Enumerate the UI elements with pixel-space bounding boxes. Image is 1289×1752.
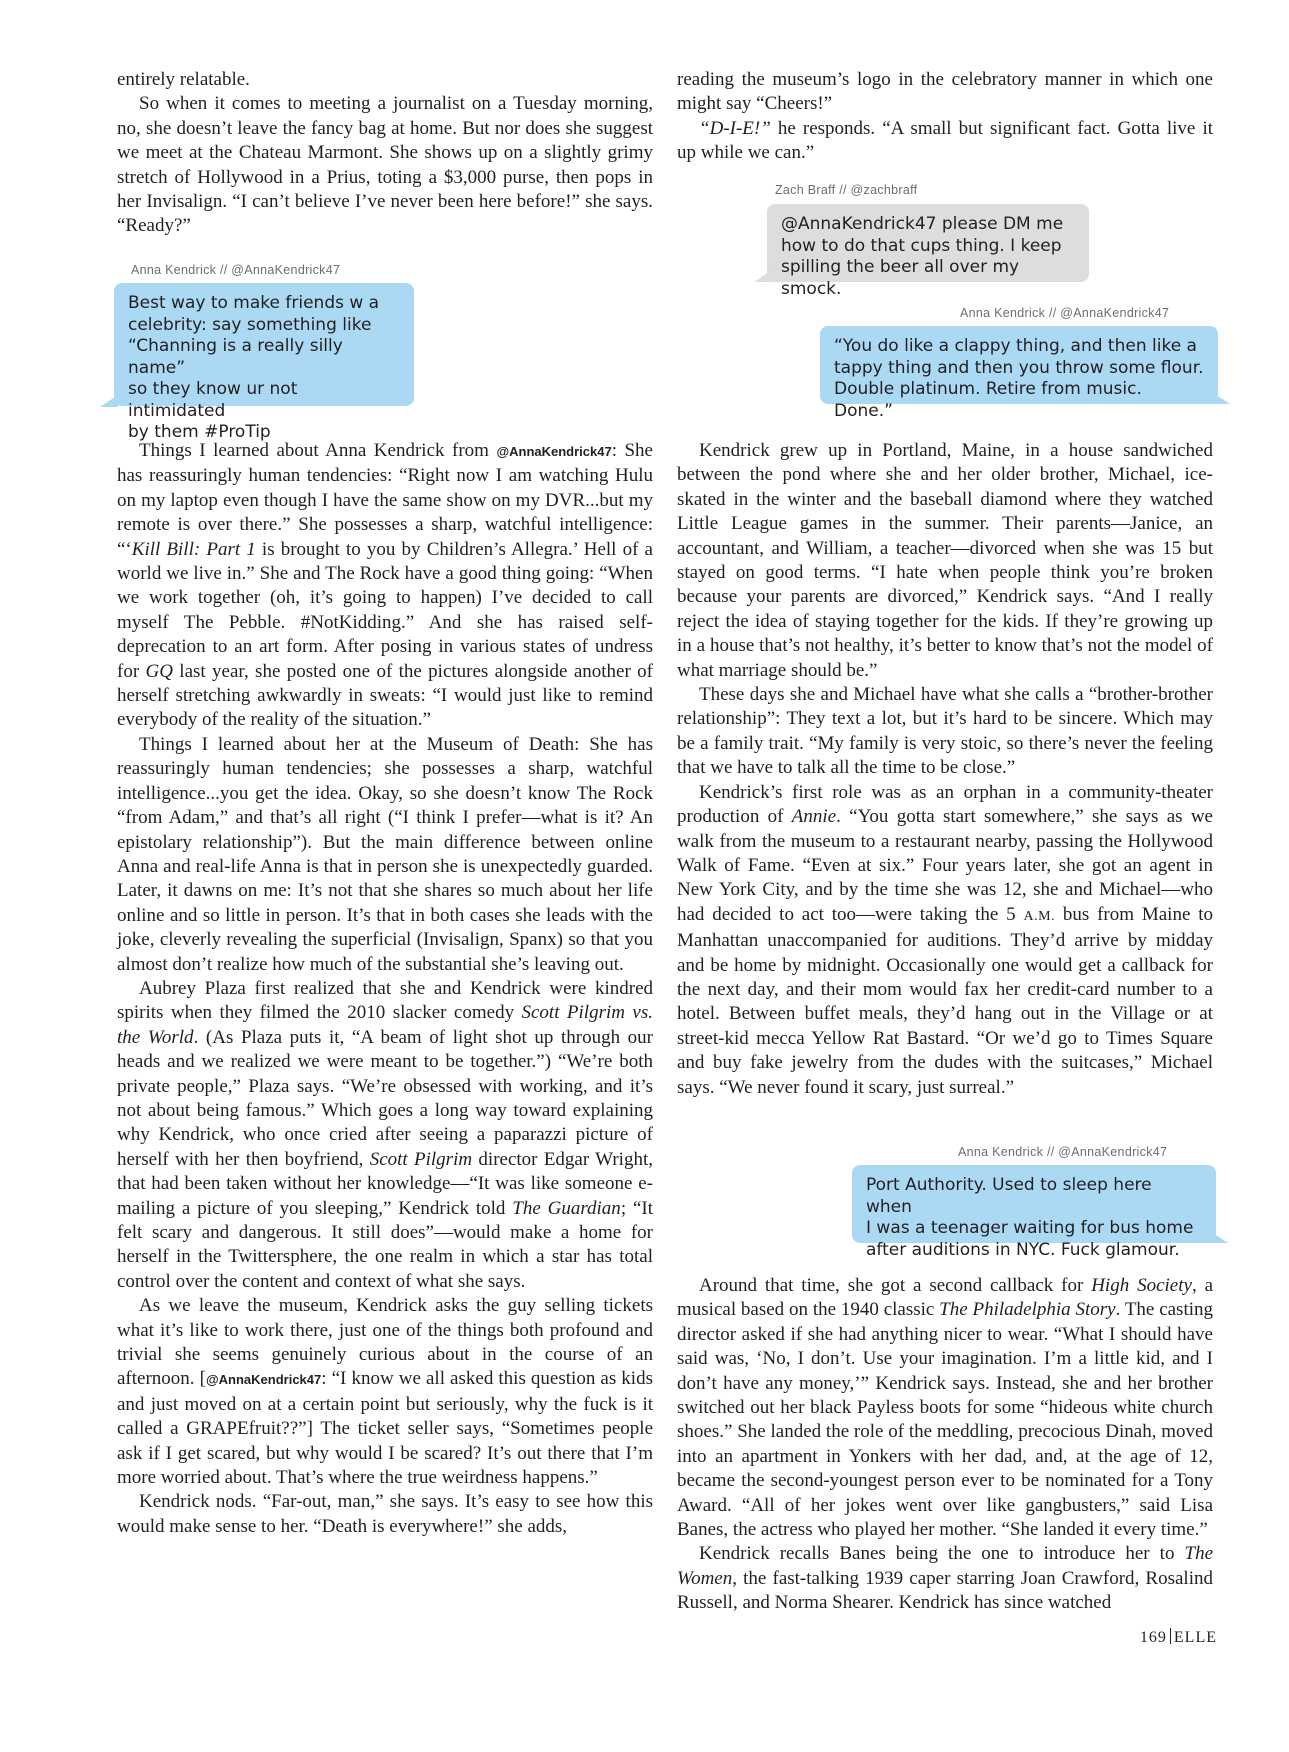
text-span: As we leave the museum, Kendrick asks the guy selling tickets what it’s like to work there, just one of the things both profound and trivial she seems genuinely curious about in the course of an afternoon. [ (117, 1295, 653, 1390)
italic-title: Scott Pilgrim vs. the World (117, 1002, 653, 1048)
bubble-tail (100, 395, 118, 407)
tweet-bubble: “You do like a clappy thing, and then like a tappy thing and then you throw some flour. Double platinum. Retire from music. Done.” (820, 326, 1218, 404)
text-span: : “I know we all asked this question as kids and just moved on at a certain point but seriously, why the fuck is it called a GRAPEfruit??”] The ticket seller says, “Sometimes people ask if I get scared, but why would I be scared? It’s out there that I’m more worried about. That’s where the true weirdness happens.” (117, 1368, 653, 1489)
paragraph: Things I learned about her at the Museum of Death: She has reassuringly human tendencies; she possesses a sharp, watchful intelligence...you get the idea. Okay, so she doesn’t know The Rock “from Adam,” and that’s all right (“I think I prefer—what is it? An epistolary relationship”). But the main difference between online Anna and real-life Anna is that in person she is unexpectedly guarded. Later, it dawns on me: It’s not that she shares so much about her life online and so little in person. It’s that in both cases she leads with the joke, cleverly revealing the superficial (Invisalign, Spanx) so that you almost don’t realize how much of the substantial she’s leaving out. (117, 733, 653, 975)
right-bottom-column (677, 1274, 1213, 1616)
paragraph (117, 439, 653, 733)
italic-title: Annie (791, 806, 837, 828)
page-folio (1140, 1628, 1217, 1647)
bubble-tail (1212, 392, 1230, 404)
paragraph (677, 1274, 1213, 1542)
bubble-tail (754, 270, 772, 282)
tweet-bubble: Port Authority. Used to sleep here when I was a teenager waiting for bus home after auditions in NYC. Fuck glamour. (852, 1165, 1216, 1243)
italic-title: Scott Pilgrim (369, 1148, 473, 1170)
tweet-bubble: Best way to make friends w a celebrity: say something like “Channing is a really silly name” so they know ur not intimidated by them #ProTip (114, 283, 414, 406)
text-span: . “You gotta start somewhere,” she says as we walk from the museum to a restaurant nearby, passing the Hollywood Walk of Fame. “Even at six.” Four years later, she got an agent in New York City, and by the time she was 12, she and Michael—who had decided to act too—were taking the 5 (677, 806, 1213, 925)
left-main-column (117, 439, 653, 1539)
right-main-column (677, 439, 1213, 1100)
paragraph: Kendrick grew up in Portland, Maine, in a house sandwiched between the pond where she and her older brother, Michael, ice-skated in the winter and the baseball diamond where they watched Little League games in the summer. Their parents—Janice, an accountant, and William, a teacher—divorced when she was 15 but stayed on good terms. “I hate when people think you’re broken because your parents are divorced,” Kendrick says. “And I really reject the idea of staying together for the kids. If they’re growing up in a house that’s not healthy, it’s better to know that’s not the model of what marriage should be.” (677, 440, 1213, 681)
page-number: 169 (1139, 1629, 1167, 1646)
tweet-bubble: @AnnaKendrick47 please DM me how to do that cups thing. I keep spilling the beer all over my smock. (767, 204, 1089, 282)
text-span: , the fast-talking 1939 caper starring Joan Crawford, Rosalind Russell, and Norma Shearer. Kendrick has since watched (677, 1567, 1213, 1614)
italic-title: Kill Bill: Part 1 (131, 538, 256, 560)
paragraph (677, 781, 1213, 1100)
tweet-author: Anna Kendrick // @AnnaKendrick47 (960, 306, 1170, 320)
text-span: Kendrick’s first role was as an orphan in a community-theater production of (677, 781, 1213, 828)
text-span: is brought to you by Children’s Allegra.’ Hell of a world we live in.” She and The Rock have a good thing going: “When we work together (oh, it’s going to happen) I’ve decided to call myself The Pebble. #NotKidding.” And she has raised self-deprecation to an art form. After posing in various states of undress for (117, 538, 653, 682)
tweet-author: Zach Braff // @zachbraff (775, 183, 918, 197)
twitter-handle: @AnnaKendrick47 (205, 1372, 322, 1388)
bubble-tail (1210, 1231, 1228, 1243)
text-span: bus from Maine to Manhattan unaccompanied for auditions. They’d arrive by midday and be home by midnight. Occasionally one would get a callback for the next day, and their mom would fax her credit-card number to a hotel. Between buffet meals, they’d hang out in the Village or at street-kid mecca Yellow Rat Bastard. “Or we’d go to Times Square and buy fake jewelry from the dudes with the suitcases,” Michael says. “We never found it scary, just surreal.” (677, 903, 1213, 1098)
paragraph (117, 977, 653, 1294)
text-span: Around that time, she got a second callback for (699, 1275, 1092, 1296)
paragraph: reading the museum’s logo in the celebratory manner in which one might say “Cheers!” (677, 69, 1213, 115)
right-top-column (677, 68, 1213, 166)
magazine-name: ELLE (1173, 1629, 1217, 1646)
text-span: Aubrey Plaza first realized that she and Kendrick were kindred spirits when they filmed the 2010 slacker comedy (117, 977, 653, 1024)
text-span: , a musical based on the 1940 classic (677, 1275, 1213, 1321)
italic-title: High Society (1091, 1275, 1192, 1296)
text-span: : She has reassuringly human tendencies: “Right now I am watching Hulu on my laptop even though I have the same show on my DVR...but my remote is over there.” She possesses a sharp, watchful intelligence: “‘ (117, 440, 653, 560)
paragraph: These days she and Michael have what she calls a “brother-brother relationship”: They text a lot, but it’s hard to be sincere. Which may be a family trait. “My family is very stoic, so there’s never the feeling that we have to talk all the time to be close.” (677, 684, 1213, 779)
italic-title: The Guardian (512, 1197, 621, 1219)
text-span: director Edgar Wright, that had been taken without her knowledge—“It was like someone e-mailing a picture of you sleeping,” Kendrick told (117, 1148, 653, 1219)
italic-title: The Philadelphia Story (939, 1299, 1116, 1321)
text-span: . The casting director asked if she had anything nicer to wear. “What I should have said was, ‘No, I don’t. Use your imagination. I’m a little kid, and I don’t have any money,’” Kendrick says. Instead, she and her brother switched out her black Payless boots for some “hideous white church shoes.” She landed the role of the meddling, precocious Dinah, moved into an apartment in Yonkers with her dad, and, at the age of 12, became the second-youngest person ever to be nominated for a Tony Award. “All of her jokes went over like gangbusters,” said Lisa Banes, the actress who played her mother. “She landed it every time.” (677, 1299, 1214, 1541)
italic-title: The Women (677, 1543, 1213, 1589)
italic-title: GQ (145, 660, 173, 682)
tweet-author: Anna Kendrick // @AnnaKendrick47 (131, 263, 341, 277)
text-span: Things I learned about Anna Kendrick from (139, 440, 497, 461)
text-span: last year, she posted one of the pictures alongside another of herself stretching awkwardly in sweats: “I would just like to remind everybody of the reality of the situation.” (117, 660, 653, 731)
twitter-handle: @AnnaKendrick47 (496, 444, 612, 459)
tweet-author: Anna Kendrick // @AnnaKendrick47 (958, 1145, 1168, 1159)
small-caps-time: A.M. (1023, 908, 1056, 924)
paragraph: Kendrick nods. “Far-out, man,” she says. It’s easy to see how this would make sense to her. “Death is everywhere!” she adds, (117, 1491, 653, 1537)
paragraph (677, 117, 1213, 166)
folio-divider (1170, 1628, 1171, 1644)
text-span: he responds. “A small but significant fact. Gotta live it up while we can.” (677, 117, 1213, 164)
paragraph: entirely relatable. (117, 69, 250, 90)
text-span: . (As Plaza puts it, “A beam of light shot up through our heads and we realized we were meant to be together.”) “We’re both private people,” Plaza says. “We’re obsessed with working, and it’s not about being famous.” Which goes a long way toward explaining why Kendrick, who once cried after seeing a paparazzi picture of herself with her then boyfriend, (117, 1026, 653, 1170)
paragraph: So when it comes to meeting a journalist on a Tuesday morning, no, she doesn’t leave the fancy bag at home. But nor does she suggest we meet at the Chateau Marmont. She shows up on a slightly grimy stretch of Hollywood in a Prius, toting a $3,000 purse, then pops in her Invisalign. “I can’t believe I’ve never been here before!” she says. “Ready?” (117, 93, 653, 237)
paragraph (677, 1542, 1213, 1615)
italic-quote: “D-I-E!” (699, 117, 771, 139)
paragraph (117, 1294, 653, 1490)
text-span: ; “It felt scary and dangerous. It still does”—would make a home for herself in the Twittersphere, the one realm in which a star has total control over the content and context of what she says. (117, 1197, 653, 1292)
left-top-column (117, 68, 653, 239)
text-span: Kendrick recalls Banes being the one to introduce her to (699, 1543, 1185, 1565)
